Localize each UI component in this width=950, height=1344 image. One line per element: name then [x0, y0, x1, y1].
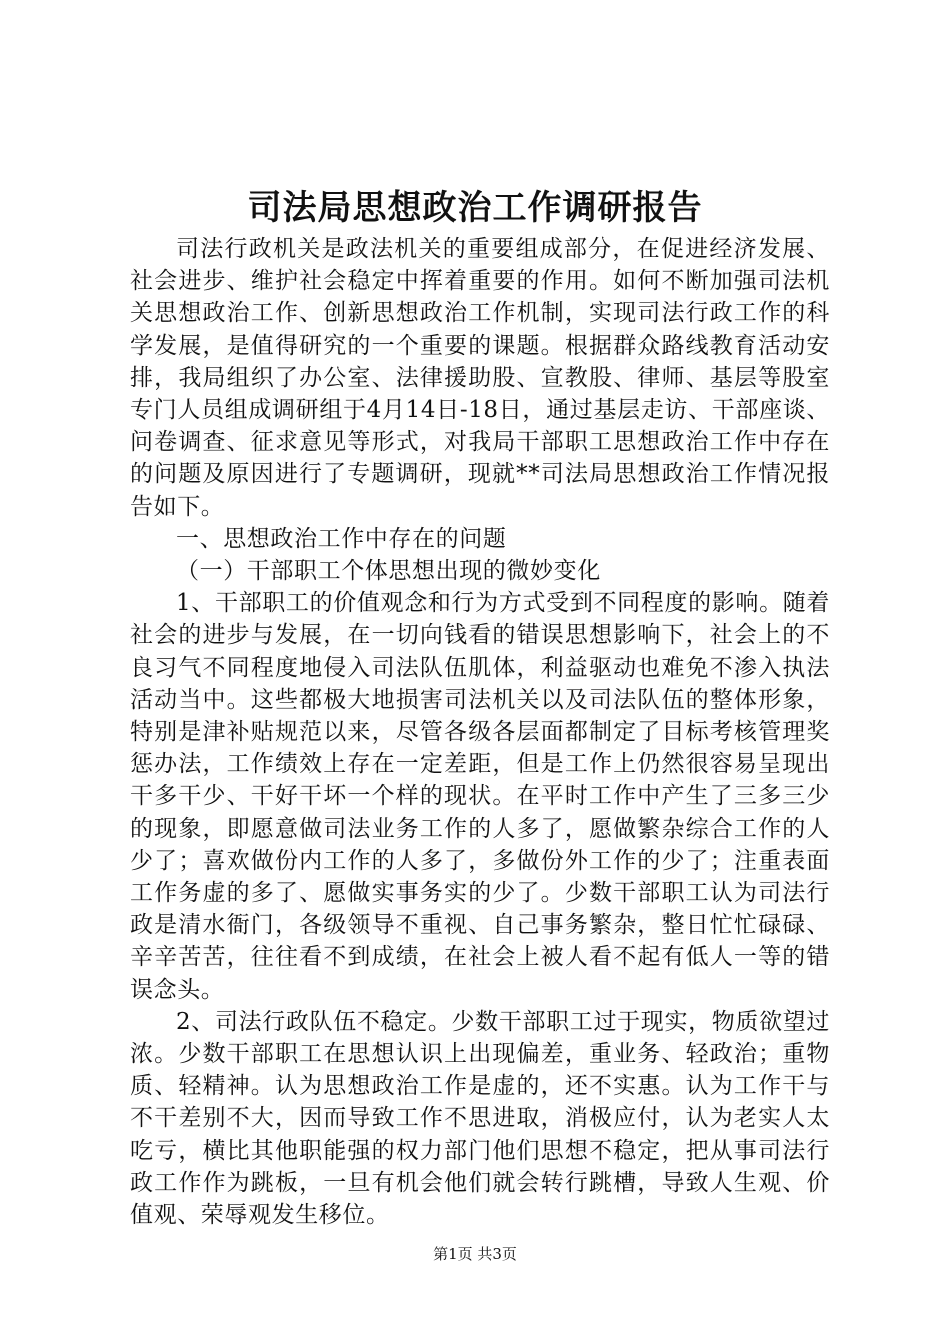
document-title: 司法局思想政治工作调研报告 [247, 188, 703, 228]
paragraph-point-1: 1、干部职工的价值观念和行为方式受到不同程度的影响。随着社会的进步与发展，在一切向钱看的错误思想影响下，社会上的不良习气不同程度地侵入司法队伍肌体，利益驱动也难免不渗入执法活动当中。这些都极大地损害司法机关以及司法队伍的整体形象，特别是津补贴规范以来，尽管各级各层面都制定了目标考核管理奖惩办法，工作绩效上存在一定差距，但是工作上仍然很容易呈现出干多干少、干好干坏一个样的现状。在平时工作中产生了三多三少的现象，即愿意做司法业务工作的人多了，愿做繁杂综合工作的人少了；喜欢做份内工作的人多了，多做份外工作的少了；注重表面工作务虚的多了、愿做实事务实的少了。少数干部职工认为司法行政是清水衙门，各级领导不重视、自己事务繁杂，整日忙忙碌碌、辛辛苦苦，往往看不到成绩，在社会上被人看不起有低人一等的错误念头。 [130, 590, 830, 1003]
section-heading: 一、思想政治工作中存在的问题 [176, 525, 507, 552]
paragraph-intro: 司法行政机关是政法机关的重要组成部分，在促进经济发展、社会进步、维护社会稳定中挥着重要的作用。如何不断加强司法机关思想政治工作、创新思想政治工作机制，实现司法行政工作的科学发展，是值得研究的一个重要的课题。根据群众路线教育活动安排，我局组织了办公室、法律援助股、宣教股、律师、基层等股室专门人员组成调研组于4月14日-18日，通过基层走访、干部座谈、问卷调查、征求意见等形式，对我局干部职工思想政治工作中存在的问题及原因进行了专题调研，现就**司法局思想政治工作情况报告如下。 [130, 236, 830, 520]
document-body [130, 233, 830, 1231]
paragraph-point-2: 2、司法行政队伍不稳定。少数干部职工过于现实，物质欲望过浓。少数干部职工在思想认识上出现偏差，重业务、轻政治；重物质、轻精神。认为思想政治工作是虚的，还不实惠。认为工作干与不干差别不大，因而导致工作不思进取，消极应付，认为老实人太吃亏，横比其他职能强的权力部门他们思想不稳定，把从事司法行政工作作为跳板，一旦有机会他们就会转行跳槽，导致人生观、价值观、荣辱观发生移位。 [130, 1008, 830, 1229]
subsection-heading: （一）干部职工个体思想出现的微妙变化 [176, 558, 601, 585]
page-footer: 第1页 共3页 [433, 1245, 517, 1263]
